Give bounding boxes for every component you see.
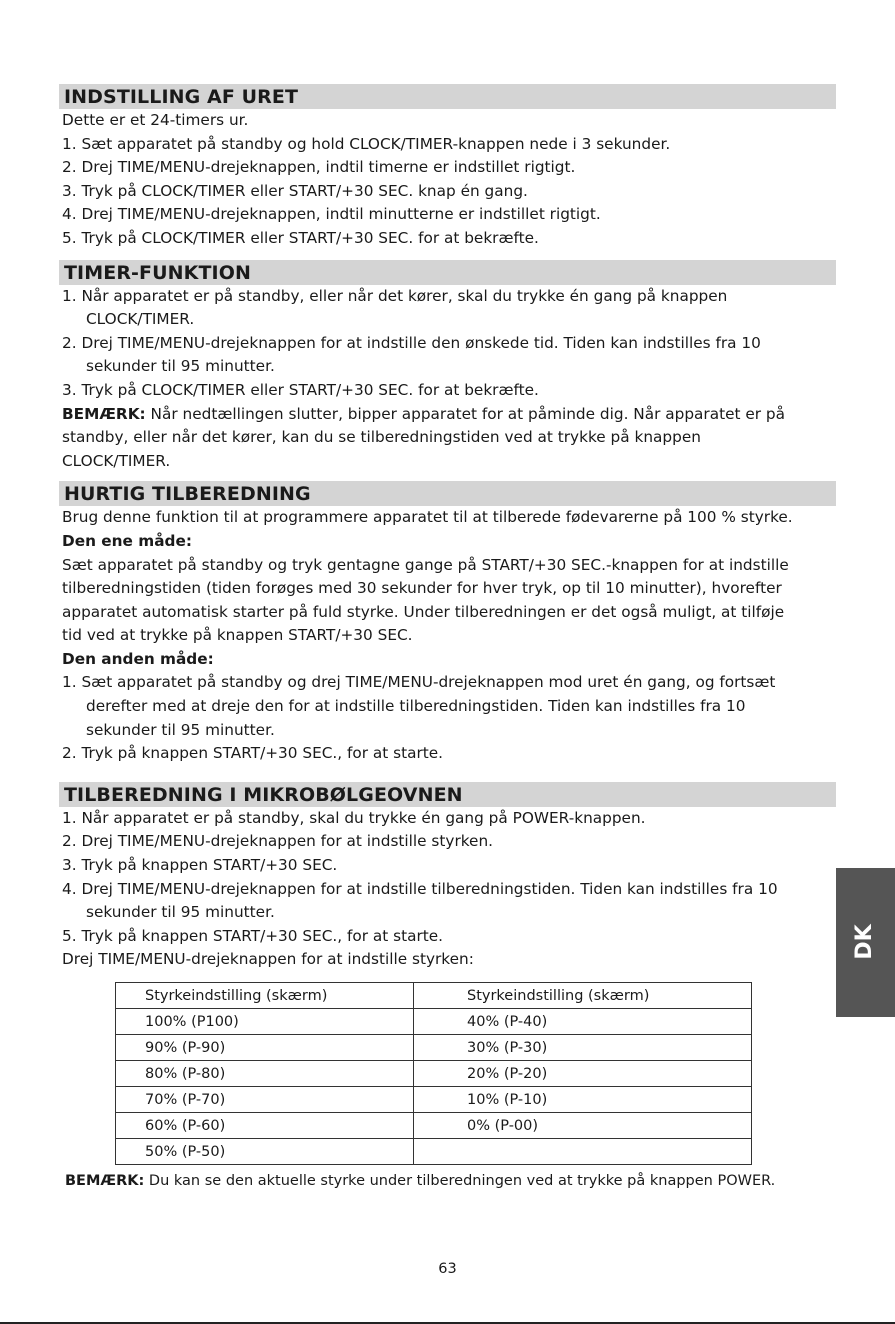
list-item: 2. Drej TIME/MENU-drejeknappen for at indstille styrken. <box>62 832 494 851</box>
table-header-cell: Styrkeindstilling (skærm) <box>116 983 414 1009</box>
list-item: 5. Tryk på knappen START/+30 SEC., for at starte. <box>62 926 444 945</box>
table-row <box>116 1087 752 1113</box>
list-item: 3. Tryk på CLOCK/TIMER eller START/+30 SEC. for at bekræfte. <box>62 380 539 399</box>
subheading: Den ene måde: <box>62 531 192 550</box>
note-label: BEMÆRK: <box>65 1173 145 1189</box>
list-item-continuation: CLOCK/TIMER. <box>86 310 195 329</box>
table-row <box>116 1113 752 1139</box>
text-line: apparatet automatisk starter på fuld styrke. Under tilberedningen er det også muligt, at tilføje <box>62 602 785 621</box>
list-item-continuation: sekunder til 95 minutter. <box>86 720 275 739</box>
list-item-continuation: derefter med at dreje den for at indstille tilberedningstiden. Tiden kan indstilles fra 10 <box>86 697 746 716</box>
section-heading-microwave: TILBEREDNING I MIKROBØLGEOVNEN <box>59 782 836 807</box>
list-item: 3. Tryk på knappen START/+30 SEC. <box>62 856 338 875</box>
table-header-cell: Styrkeindstilling (skærm) <box>414 983 752 1009</box>
page-number: 63 <box>438 1261 457 1277</box>
note-text: Når nedtællingen slutter, bipper apparatet for at påminde dig. Når apparatet er på <box>145 404 786 423</box>
table-cell: 0% (P-00) <box>414 1113 752 1139</box>
list-item: 3. Tryk på CLOCK/TIMER eller START/+30 SEC. knap én gang. <box>62 181 528 200</box>
table-cell: 90% (P-90) <box>116 1035 414 1061</box>
text-line: Brug denne funktion til at programmere apparatet til at tilberede fødevarerne på 100 % styrke. <box>62 508 793 527</box>
text-line: tilberedningstiden (tiden forøges med 30 sekunder for hver tryk, op til 10 minutter), hvorefter <box>62 579 782 598</box>
subheading: Den anden måde: <box>62 649 214 668</box>
table-cell: 70% (P-70) <box>116 1087 414 1113</box>
list-item-continuation: sekunder til 95 minutter. <box>86 357 275 376</box>
table-cell: 60% (P-60) <box>116 1113 414 1139</box>
table-header-row <box>116 983 752 1009</box>
list-item: 2. Tryk på knappen START/+30 SEC., for at starte. <box>62 744 444 763</box>
note-label: BEMÆRK: <box>62 404 146 423</box>
power-level-table <box>115 982 752 1165</box>
table-cell: 80% (P-80) <box>116 1061 414 1087</box>
list-item: 5. Tryk på CLOCK/TIMER eller START/+30 SEC. for at bekræfte. <box>62 228 539 247</box>
note-line: CLOCK/TIMER. <box>62 451 171 470</box>
text-line: tid ved at trykke på knappen START/+30 SEC. <box>62 626 413 645</box>
table-cell: 20% (P-20) <box>414 1061 752 1087</box>
section-heading-quick-cook: HURTIG TILBEREDNING <box>59 481 836 506</box>
table-row <box>116 1139 752 1165</box>
page-content <box>59 84 836 1189</box>
list-item: 1. Sæt apparatet på standby og hold CLOCK/TIMER-knappen nede i 3 sekunder. <box>62 134 671 153</box>
section-heading-clock: INDSTILLING AF URET <box>59 84 836 109</box>
table-cell: 30% (P-30) <box>414 1035 752 1061</box>
note-line <box>59 403 836 427</box>
section-heading-timer: TIMER-FUNKTION <box>59 260 836 285</box>
table-row <box>116 1061 752 1087</box>
table-row <box>116 1009 752 1035</box>
table-cell <box>414 1139 752 1165</box>
table-cell: 100% (P100) <box>116 1009 414 1035</box>
list-item: 1. Sæt apparatet på standby og drej TIME/MENU-drejeknappen mod uret én gang, og fortsæt <box>62 673 776 692</box>
language-side-tab-label: DK <box>852 924 877 960</box>
list-item: 4. Drej TIME/MENU-drejeknappen, indtil minutterne er indstillet rigtigt. <box>62 205 601 224</box>
note-line: standby, eller når det kører, kan du se tilberedningstiden ved at trykke på knappen <box>62 428 701 447</box>
list-item: 1. Når apparatet er på standby, skal du trykke én gang på POWER-knappen. <box>62 808 646 827</box>
final-note <box>59 1173 836 1189</box>
list-item-continuation: sekunder til 95 minutter. <box>86 903 275 922</box>
table-cell: 10% (P-10) <box>414 1087 752 1113</box>
table-cell: 40% (P-40) <box>414 1009 752 1035</box>
list-item: 2. Drej TIME/MENU-drejeknappen, indtil timerne er indstillet rigtigt. <box>62 158 576 177</box>
note-text: Du kan se den aktuelle styrke under tilberedningen ved at trykke på knappen POWER. <box>144 1173 776 1189</box>
table-row <box>116 1035 752 1061</box>
text-line: Dette er et 24-timers ur. <box>62 111 249 129</box>
list-item: 2. Drej TIME/MENU-drejeknappen for at indstille den ønskede tid. Tiden kan indstilles fra 10 <box>62 333 761 352</box>
table-intro: Drej TIME/MENU-drejeknappen for at indstille styrken: <box>62 950 474 969</box>
text-line: Sæt apparatet på standby og tryk gentagne gange på START/+30 SEC.-knappen for at indstille <box>62 555 789 574</box>
table-cell: 50% (P-50) <box>116 1139 414 1165</box>
list-item: 4. Drej TIME/MENU-drejeknappen for at indstille tilberedningstiden. Tiden kan indstilles fra 10 <box>62 879 778 898</box>
list-item: 1. Når apparatet er på standby, eller når det kører, skal du trykke én gang på knappen <box>62 286 728 305</box>
